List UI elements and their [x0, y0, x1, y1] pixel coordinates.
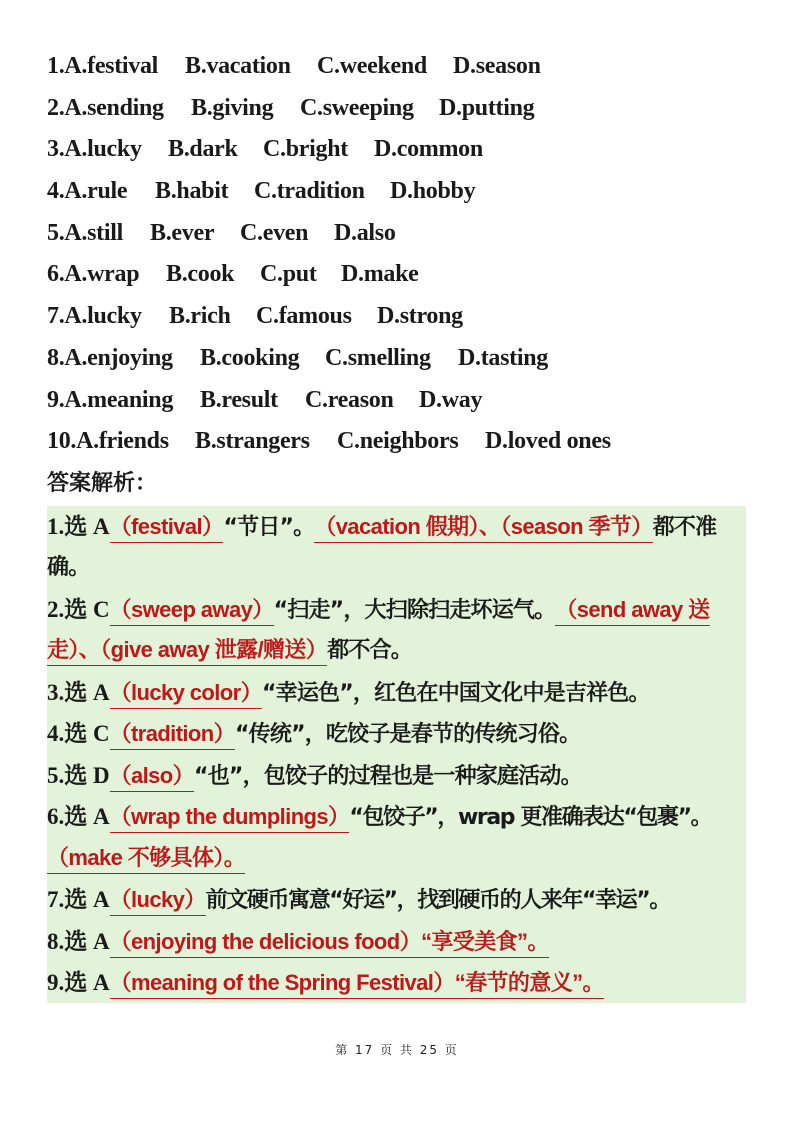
page-footer: 第 17 页 共 25 页	[335, 1043, 459, 1057]
analysis-line-1: 1.选 A（festival）“节日”。（vacation 假期）、（season 季节）都不准	[47, 506, 746, 547]
option-line-4: 4.A.rule B.habit C.tradition D.hobby	[47, 178, 476, 205]
analysis-line-3: 2.选 C（sweep away）“扫走”，大扫除扫走坏运气。（send away 送	[47, 589, 746, 630]
option-line-2: 2.A.sending B.giving C.sweeping D.putting	[47, 94, 535, 121]
option-line-10: 10.A.friends B.strangers C.neighbors D.loved ones	[47, 428, 611, 455]
option-line-8: 8.A.enjoying B.cooking C.smelling D.tasting	[47, 344, 548, 371]
answer-analysis-box	[47, 506, 746, 1003]
analysis-line-5: 3.选 A（lucky color）“幸运色”，红色在中国文化中是吉祥色。	[47, 672, 746, 713]
answer-heading: 答案解析：	[47, 471, 158, 496]
option-line-9: 9.A.meaning B.result C.reason D.way	[47, 386, 483, 413]
option-line-7: 7.A.lucky B.rich C.famous D.strong	[47, 303, 463, 330]
option-line-6: 6.A.wrap B.cook C.put D.make	[47, 261, 419, 288]
option-list	[47, 46, 767, 463]
analysis-line-12: 9.选 A（meaning of the Spring Festival）“春节的意义”。	[47, 962, 746, 1003]
option-line-5: 5.A.still B.ever C.even D.also	[47, 219, 396, 246]
option-line-3: 3.A.lucky B.dark C.bright D.common	[47, 136, 483, 163]
analysis-line-6: 4.选 C（tradition）“传统”，吃饺子是春节的传统习俗。	[47, 713, 746, 754]
analysis-line-4: 走）、（give away 泄露/赠送）都不合。	[47, 630, 746, 671]
analysis-line-11: 8.选 A（enjoying the delicious food）“享受美食”。	[47, 921, 746, 962]
analysis-line-9: （make 不够具体）。	[47, 838, 746, 879]
analysis-line-8: 6.选 A（wrap the dumplings）“包饺子”，wrap 更准确表达“包裹”。	[47, 796, 746, 837]
analysis-line-10: 7.选 A（lucky）前文硬币寓意“好运”，找到硬币的人来年“幸运”。	[47, 879, 746, 920]
analysis-line-2: 确。	[47, 555, 90, 580]
option-line-1: 1.A.festival B.vacation C.weekend D.season	[47, 53, 541, 79]
analysis-line-7: 5.选 D（also）“也”，包饺子的过程也是一种家庭活动。	[47, 755, 746, 796]
